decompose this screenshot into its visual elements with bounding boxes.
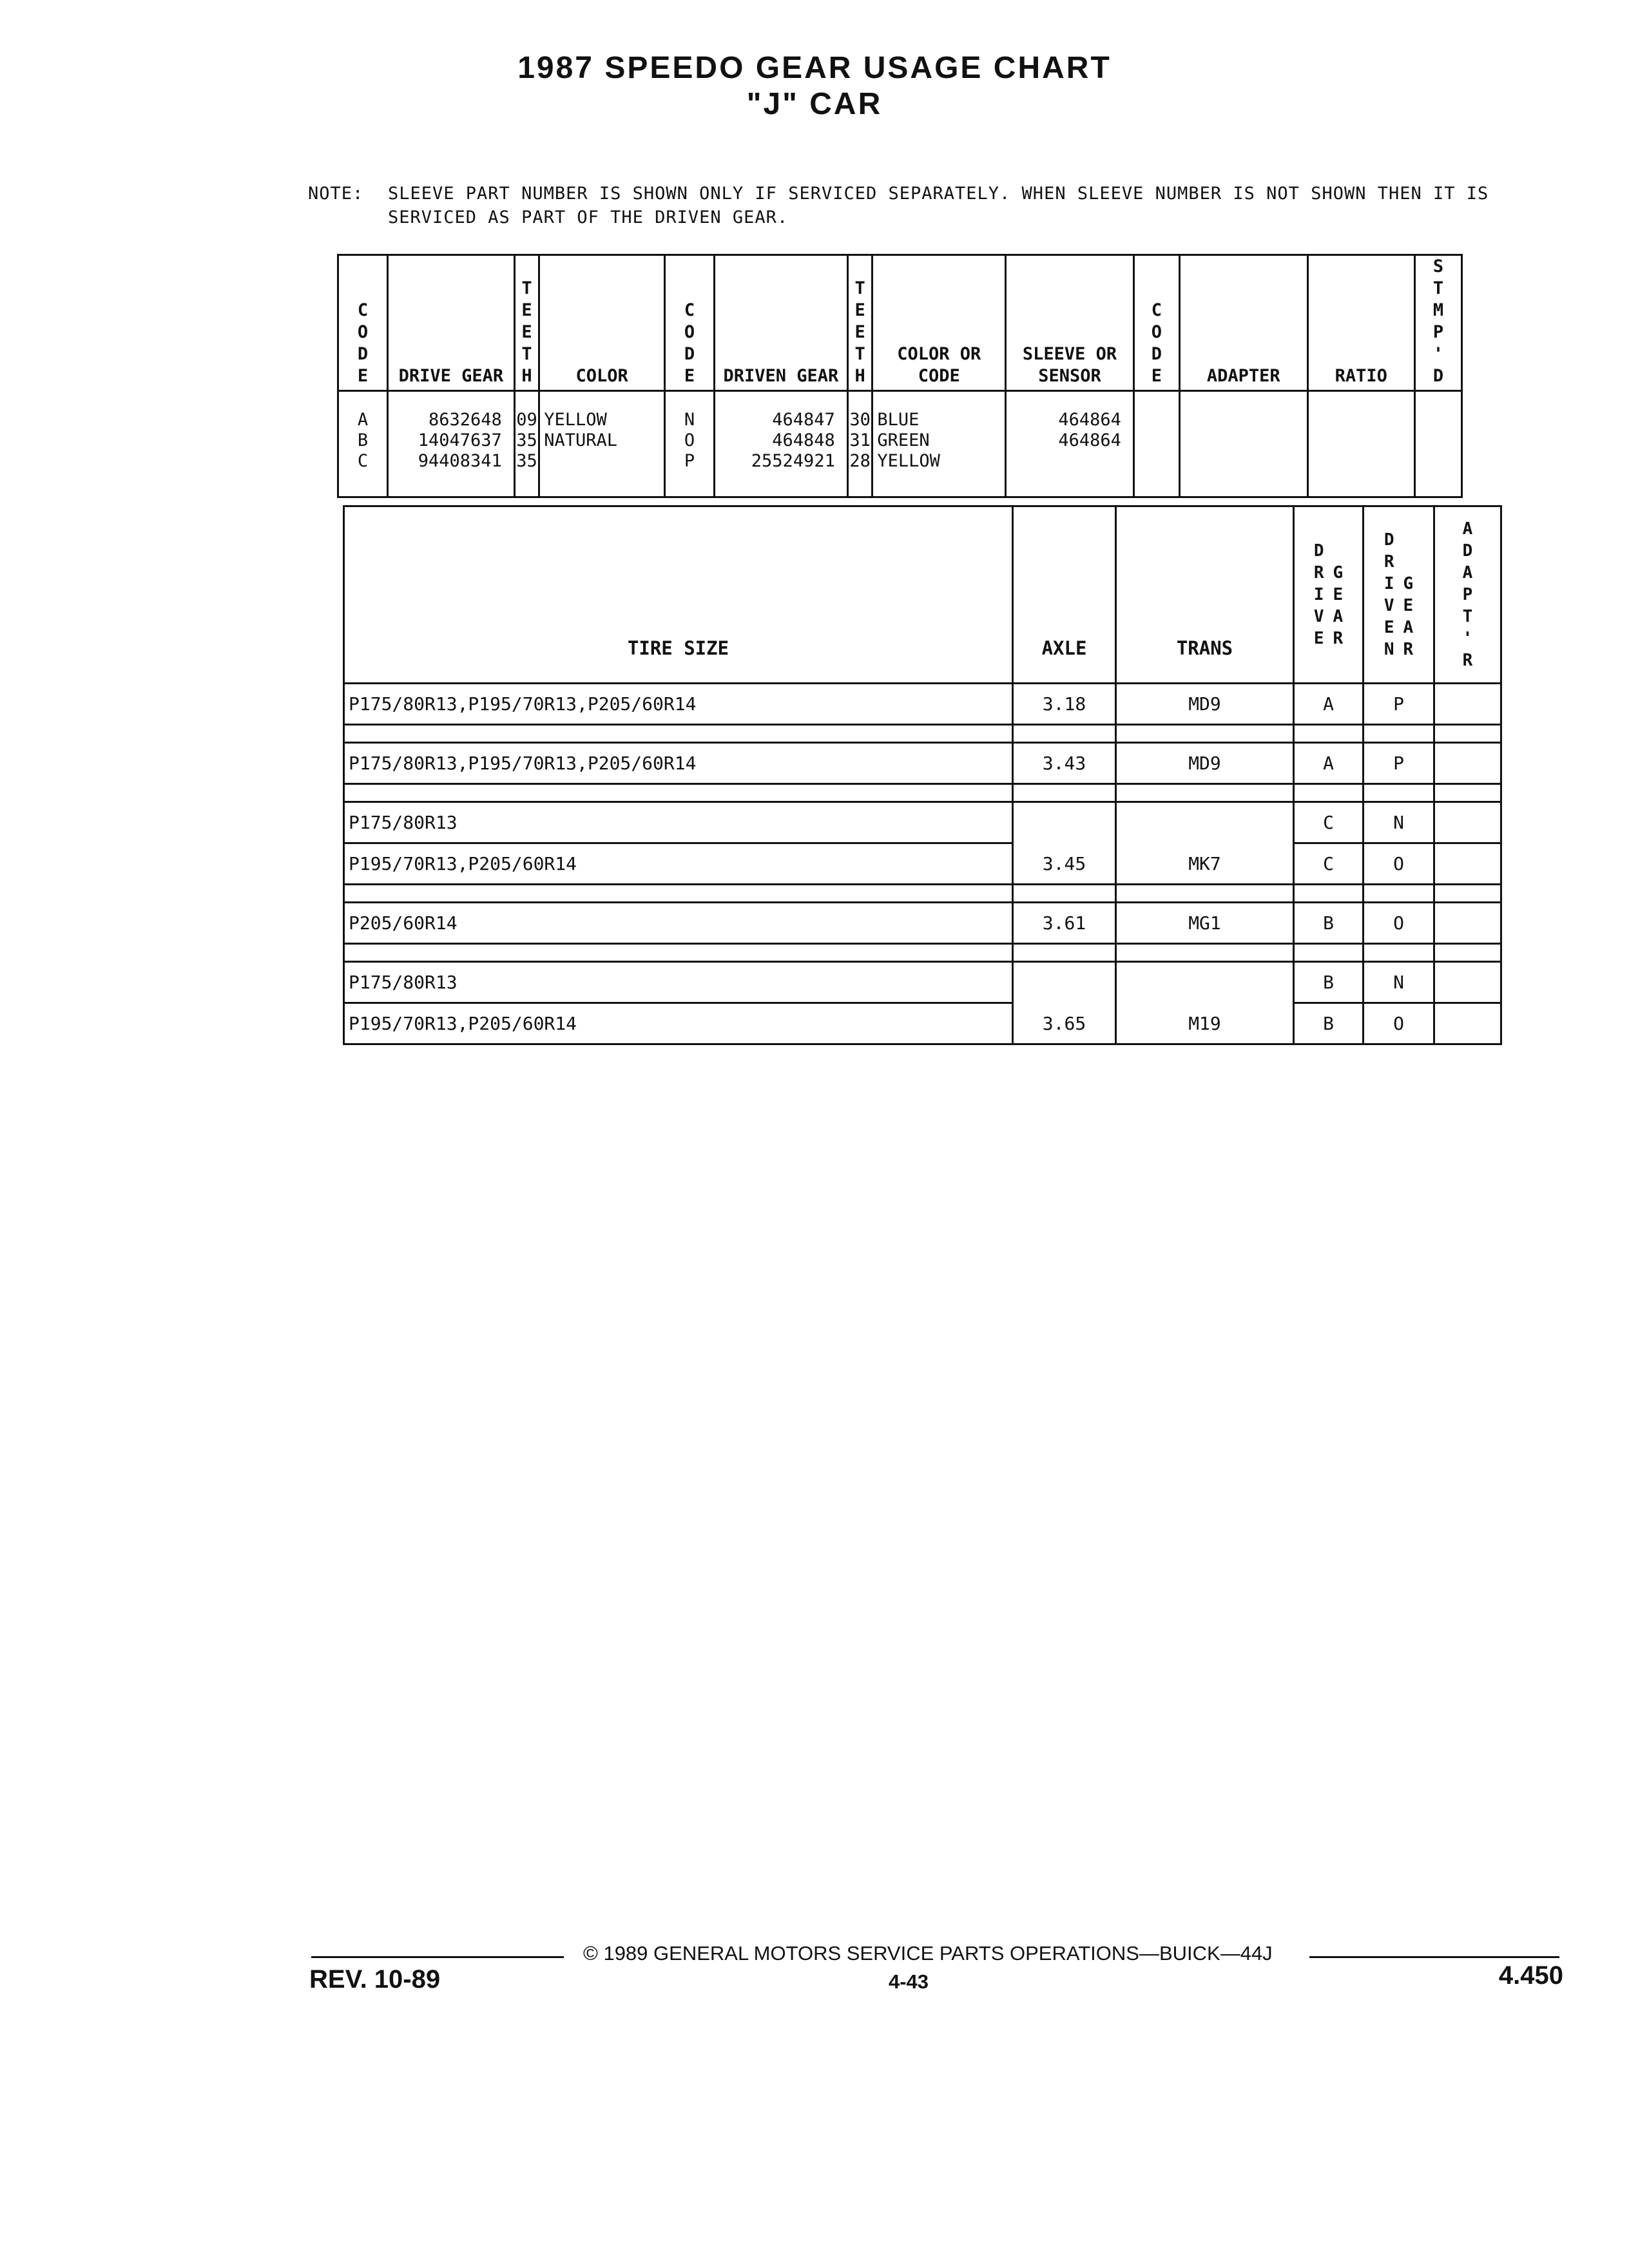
header-drive-gear: D R I V E G E A R bbox=[1294, 506, 1364, 684]
header-adaptr: A D A P T ' R bbox=[1434, 506, 1501, 684]
footer-page-number: 4-43 bbox=[888, 1970, 929, 1993]
footer-rule-right bbox=[1309, 1956, 1559, 1958]
gear-table-header bbox=[338, 255, 1462, 391]
driven-gear-cell: N bbox=[1364, 802, 1434, 843]
tire-size-cell: P175/80R13,P195/70R13,P205/60R14 bbox=[344, 684, 1013, 725]
table-row bbox=[344, 843, 1501, 885]
axle-cell: 3.65 bbox=[1013, 962, 1116, 1044]
driven-colors: BLUE GREEN YELLOW bbox=[872, 391, 1006, 497]
usage-table bbox=[343, 505, 1502, 1045]
adaptr-cell bbox=[1434, 843, 1501, 885]
sleeve-numbers: 464864 464864 bbox=[1006, 391, 1134, 497]
table-row bbox=[344, 962, 1501, 1003]
header-driven-gear: DRIVEN GEAR bbox=[714, 255, 847, 391]
axle-cell: 3.43 bbox=[1013, 743, 1116, 784]
page-subtitle: "J" CAR bbox=[746, 87, 883, 121]
header-driven-gear: D R I V E N G E A R bbox=[1364, 506, 1434, 684]
usage-table-header bbox=[344, 506, 1501, 684]
axle-cell: 3.61 bbox=[1013, 903, 1116, 944]
header-trans: TRANS bbox=[1116, 506, 1294, 684]
driven-gear-cell: N bbox=[1364, 962, 1434, 1003]
tire-size-cell: P175/80R13 bbox=[344, 802, 1013, 843]
note-label: NOTE: bbox=[308, 184, 364, 204]
drive-codes: A B C bbox=[338, 391, 388, 497]
trans-cell: MD9 bbox=[1116, 743, 1294, 784]
driven-gear-cell: O bbox=[1364, 903, 1434, 944]
page-title: 1987 SPEEDO GEAR USAGE CHART bbox=[517, 51, 1112, 85]
footer-revision: REV. 10-89 bbox=[309, 1965, 441, 1994]
driven-gear-numbers: 464847 464848 25524921 bbox=[714, 391, 847, 497]
header-color-or-code: COLOR OR CODE bbox=[872, 255, 1006, 391]
trans-cell: M19 bbox=[1116, 962, 1294, 1044]
driven-teeth: 30 31 28 bbox=[847, 391, 872, 497]
stmpd-cell bbox=[1414, 391, 1461, 497]
footer-rule-left bbox=[311, 1956, 564, 1958]
gear-table-body bbox=[338, 391, 1462, 497]
gear-parts-table bbox=[337, 254, 1463, 498]
axle-cell: 3.45 bbox=[1013, 802, 1116, 885]
ratio-cell bbox=[1307, 391, 1414, 497]
header-axle: AXLE bbox=[1013, 506, 1116, 684]
trans-cell: MG1 bbox=[1116, 903, 1294, 944]
header-teeth-2: T E E T H bbox=[847, 255, 872, 391]
tire-size-cell: P195/70R13,P205/60R14 bbox=[344, 843, 1013, 885]
trans-cell: MD9 bbox=[1116, 684, 1294, 725]
axle-cell: 3.18 bbox=[1013, 684, 1116, 725]
adapter-cell bbox=[1179, 391, 1307, 497]
footer-section-number: 4.450 bbox=[1498, 1961, 1563, 1990]
header-ratio: RATIO bbox=[1307, 255, 1414, 391]
tire-size-cell: P205/60R14 bbox=[344, 903, 1013, 944]
driven-codes: N O P bbox=[664, 391, 714, 497]
adaptr-cell bbox=[1434, 802, 1501, 843]
driven-gear-cell: O bbox=[1364, 1003, 1434, 1044]
drive-teeth: 09 35 35 bbox=[514, 391, 539, 497]
table-row bbox=[344, 684, 1501, 725]
table-row bbox=[344, 743, 1501, 784]
drive-gear-cell: B bbox=[1294, 962, 1364, 1003]
adaptr-cell bbox=[1434, 743, 1501, 784]
drive-gear-cell: A bbox=[1294, 743, 1364, 784]
adaptr-cell bbox=[1434, 1003, 1501, 1044]
drive-gear-cell: B bbox=[1294, 903, 1364, 944]
table-row bbox=[344, 1003, 1501, 1044]
header-adapter: ADAPTER bbox=[1179, 255, 1307, 391]
header-drive-gear: DRIVE GEAR bbox=[388, 255, 515, 391]
trans-cell: MK7 bbox=[1116, 802, 1294, 885]
code-3-cell bbox=[1133, 391, 1179, 497]
tire-size-cell: P175/80R13,P195/70R13,P205/60R14 bbox=[344, 743, 1013, 784]
row-spacer bbox=[344, 725, 1501, 743]
row-spacer bbox=[344, 784, 1501, 802]
drive-gear-cell: A bbox=[1294, 684, 1364, 725]
row-spacer bbox=[344, 944, 1501, 962]
note-text: SLEEVE PART NUMBER IS SHOWN ONLY IF SERVICED SEPARATELY. WHEN SLEEVE NUMBER IS NOT SHOWN THEN IT IS SERVICED AS PART OF THE DRIVEN GEAR. bbox=[388, 184, 1489, 227]
adaptr-cell bbox=[1434, 684, 1501, 725]
table-row bbox=[344, 802, 1501, 843]
header-tire-size: TIRE SIZE bbox=[344, 506, 1013, 684]
table-row bbox=[344, 903, 1501, 944]
adaptr-cell bbox=[1434, 903, 1501, 944]
header-code: C O D E bbox=[338, 255, 388, 391]
header-code-2: C O D E bbox=[664, 255, 714, 391]
drive-gear-cell: B bbox=[1294, 1003, 1364, 1044]
header-sleeve-or-sensor: SLEEVE OR SENSOR bbox=[1006, 255, 1134, 391]
tire-size-cell: P175/80R13 bbox=[344, 962, 1013, 1003]
drive-gear-cell: C bbox=[1294, 843, 1364, 885]
driven-gear-cell: P bbox=[1364, 684, 1434, 725]
driven-gear-cell: P bbox=[1364, 743, 1434, 784]
adaptr-cell bbox=[1434, 962, 1501, 1003]
header-teeth: T E E T H bbox=[514, 255, 539, 391]
tire-size-cell: P195/70R13,P205/60R14 bbox=[344, 1003, 1013, 1044]
row-spacer bbox=[344, 885, 1501, 903]
drive-gear-numbers: 8632648 14047637 94408341 bbox=[388, 391, 515, 497]
header-code-3: C O D E bbox=[1133, 255, 1179, 391]
footer-copyright: © 1989 GENERAL MOTORS SERVICE PARTS OPERATIONS—BUICK—44J bbox=[583, 1942, 1273, 1965]
header-stmpd: S T M P ' D bbox=[1414, 255, 1461, 391]
drive-gear-cell: C bbox=[1294, 802, 1364, 843]
drive-colors: YELLOW NATURAL bbox=[539, 391, 665, 497]
header-color: COLOR bbox=[539, 255, 665, 391]
driven-gear-cell: O bbox=[1364, 843, 1434, 885]
